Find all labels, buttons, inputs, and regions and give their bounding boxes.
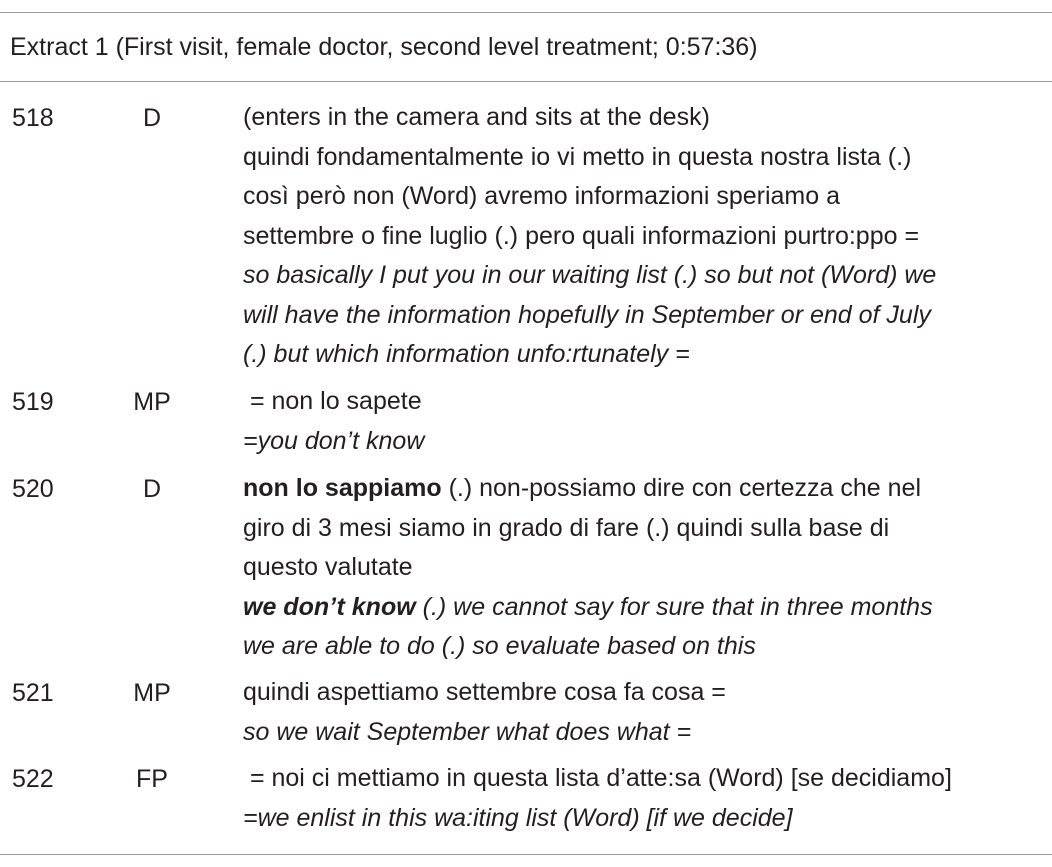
- utterance: [243, 469, 1048, 667]
- line-number: 518: [12, 104, 54, 132]
- emphasis-text: we don’t know: [243, 592, 416, 621]
- utterance: [243, 759, 1048, 838]
- utterance-line: settembre o fine luglio (.) pero quali informazioni purtro:ppo =: [243, 221, 920, 250]
- table-header-rule: [0, 81, 1052, 82]
- translation-line: =you don’t know: [243, 426, 425, 455]
- utterance-line: (enters in the camera and sits at the desk): [243, 103, 710, 131]
- translation-line: =we enlist in this wa:iting list (Word) [if we decide]: [243, 803, 793, 832]
- line-number: 521: [12, 679, 54, 707]
- speaker: MP: [133, 388, 171, 416]
- emphasis-text: non lo sappiamo: [243, 474, 442, 502]
- speaker: FP: [136, 765, 168, 793]
- utterance-line: quindi fondamentalmente io vi metto in questa nostra lista (.): [243, 142, 912, 171]
- table-bottom-rule: [0, 854, 1052, 855]
- line-number: 519: [12, 388, 54, 416]
- speaker: MP: [133, 679, 171, 707]
- utterance: [243, 98, 1048, 375]
- translation-text: (.) we cannot say for sure that in three months: [415, 592, 933, 621]
- translation-line: will have the information hopefully in September or end of July: [243, 300, 931, 329]
- speaker: D: [142, 104, 162, 132]
- utterance: [243, 382, 1048, 461]
- translation-line: so basically I put you in our waiting list (.) so but not (Word) we: [243, 261, 937, 289]
- line-number: 522: [12, 765, 54, 793]
- utterance-line: così però non (Word) avremo informazioni speriamo a: [243, 182, 841, 210]
- utterance-line: [243, 469, 1048, 509]
- utterance-line: giro di 3 mesi siamo in grado di fare (.) quindi sulla base di: [243, 513, 890, 542]
- utterance-line: = non lo sapete: [243, 387, 422, 415]
- utterance-line: = noi ci mettiamo in questa lista d’atte:sa (Word) [se decidiamo]: [243, 764, 952, 792]
- utterance: [243, 673, 1048, 752]
- translation-line: [243, 588, 1048, 628]
- table-top-rule: [0, 12, 1052, 13]
- translation-line: we are able to do (.) so evaluate based on this: [243, 632, 756, 660]
- line-number: 520: [12, 475, 54, 503]
- speaker: D: [142, 475, 162, 503]
- translation-line: (.) but which information unfo:rtunately =: [243, 340, 690, 368]
- translation-line: so we wait September what does what =: [243, 717, 692, 746]
- utterance-line: questo valutate: [243, 553, 413, 581]
- utterance-text: (.) non-possiamo dire con certezza che nel: [441, 474, 922, 502]
- utterance-line: quindi aspettiamo settembre cosa fa cosa =: [243, 678, 726, 706]
- table-caption: Extract 1 (First visit, female doctor, second level treatment; 0:57:36): [10, 33, 758, 61]
